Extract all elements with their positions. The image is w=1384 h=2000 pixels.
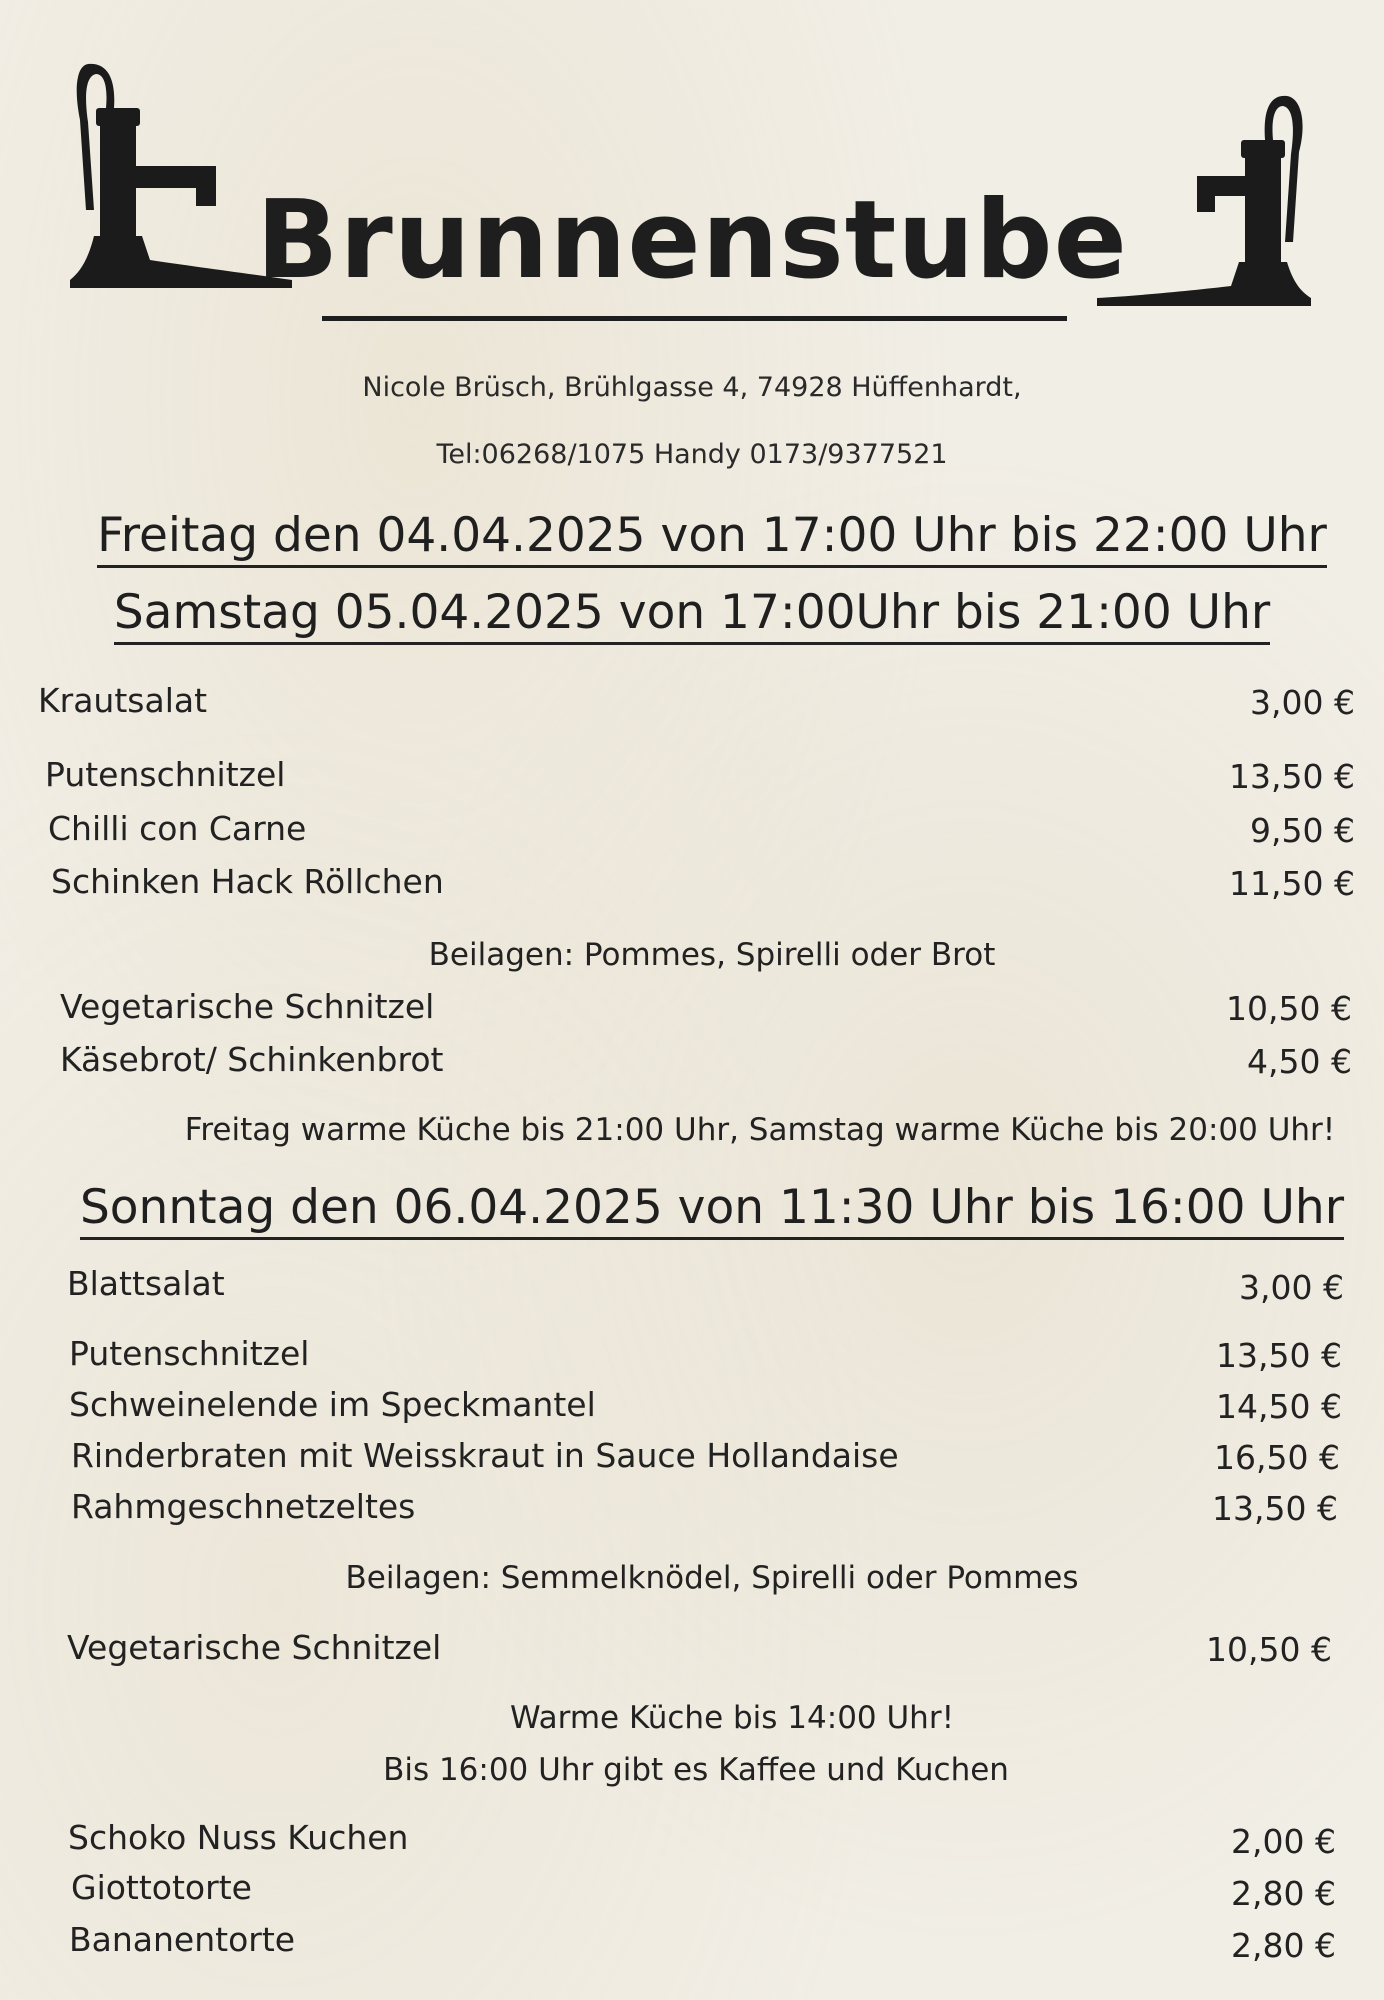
sunday-sides-note: Beilagen: Semmelknödel, Spirelli oder Pommes: [345, 1560, 1079, 1596]
weekend-sides-note: Beilagen: Pommes, Spirelli oder Brot: [428, 937, 996, 973]
menu-item-price: 14,50 €: [1216, 1387, 1342, 1426]
heading-sunday: [0, 1180, 1384, 1235]
menu-item-name: Schweinelende im Speckmantel: [69, 1385, 596, 1424]
menu-item-price: 13,50 €: [1229, 757, 1355, 796]
menu-item-price: 13,50 €: [1212, 1489, 1338, 1528]
menu-item-price: 9,50 €: [1250, 811, 1355, 850]
address-line: Nicole Brüsch, Brühlgasse 4, 74928 Hüffenhardt,: [362, 372, 1022, 403]
heading-friday: [0, 508, 1384, 563]
menu-item-name: Rahmgeschnetzeltes: [71, 1487, 416, 1526]
menu-item-price: 16,50 €: [1214, 1438, 1340, 1477]
title-underline: [322, 316, 1067, 321]
menu-item-name: Putenschnitzel: [45, 755, 286, 794]
menu-item-price: 11,50 €: [1229, 864, 1355, 903]
menu-item-price: 3,00 €: [1239, 1268, 1344, 1307]
phone-line: Tel:06268/1075 Handy 0173/9377521: [436, 439, 948, 470]
menu-item-name: Vegetarische Schnitzel: [67, 1628, 442, 1667]
heading-saturday: [0, 585, 1384, 640]
page-title: Brunnenstube: [256, 178, 1128, 303]
menu-item-name: Putenschnitzel: [69, 1334, 310, 1373]
heading-sunday-text: Sonntag den 06.04.2025 von 11:30 Uhr bis 16:00 Uhr: [80, 1180, 1344, 1240]
weekend-kitchen-note: Freitag warme Küche bis 21:00 Uhr, Samstag warme Küche bis 20:00 Uhr!: [184, 1112, 1336, 1148]
menu-item-name: Blattsalat: [67, 1264, 225, 1303]
menu-item-price: 4,50 €: [1247, 1042, 1352, 1081]
heading-saturday-text: Samstag 05.04.2025 von 17:00Uhr bis 21:00 Uhr: [114, 585, 1270, 645]
menu-item-price: 2,80 €: [1231, 1874, 1336, 1913]
menu-item-name: Vegetarische Schnitzel: [60, 987, 435, 1026]
menu-item-name: Chilli con Carne: [48, 809, 307, 848]
menu-item-name: Schinken Hack Röllchen: [51, 862, 444, 901]
heading-friday-text: Freitag den 04.04.2025 von 17:00 Uhr bis 22:00 Uhr: [97, 508, 1327, 568]
menu-item-name: Giottotorte: [71, 1868, 252, 1907]
menu-item-price: 3,00 €: [1250, 683, 1355, 722]
menu-item-name: Rinderbraten mit Weisskraut in Sauce Hollandaise: [71, 1436, 899, 1475]
menu-item-price: 10,50 €: [1206, 1630, 1332, 1669]
menu-item-price: 2,00 €: [1231, 1822, 1336, 1861]
coffee-note: Bis 16:00 Uhr gibt es Kaffee und Kuchen: [383, 1752, 1009, 1788]
menu-item-name: Bananentorte: [69, 1920, 296, 1959]
menu-item-name: Schoko Nuss Kuchen: [68, 1818, 409, 1857]
menu-item-price: 2,80 €: [1231, 1926, 1336, 1965]
menu-item-name: Krautsalat: [38, 681, 208, 720]
sunday-kitchen-note: Warme Küche bis 14:00 Uhr!: [509, 1700, 955, 1736]
menu-item-price: 13,50 €: [1216, 1336, 1342, 1375]
menu-item-name: Käsebrot/ Schinkenbrot: [60, 1040, 444, 1079]
menu-item-price: 10,50 €: [1226, 989, 1352, 1028]
